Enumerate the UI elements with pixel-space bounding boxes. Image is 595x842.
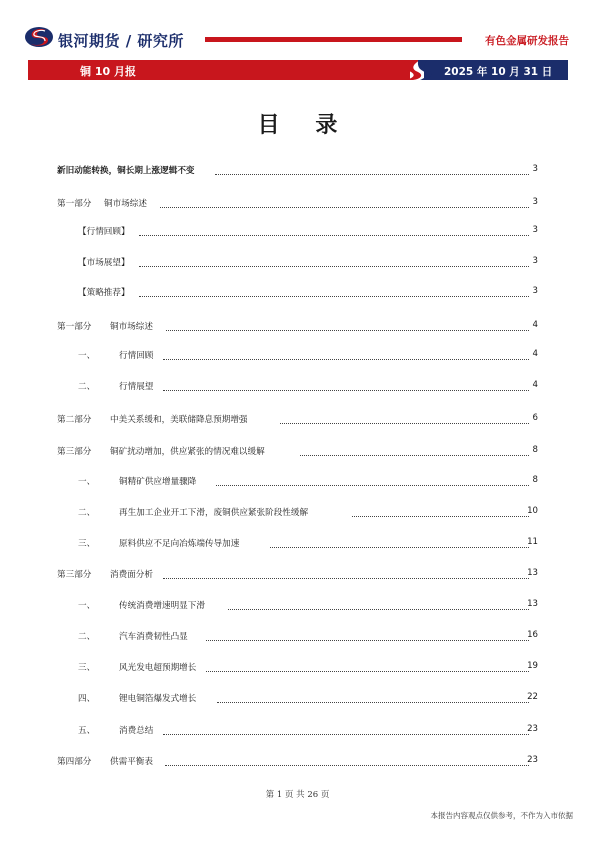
toc-entry-lead: 五、	[78, 726, 96, 736]
toc-page-number: 11	[527, 537, 538, 547]
disclaimer: 本报告内容观点仅供参考，不作为入市依据	[430, 811, 573, 820]
toc-leader-dots	[163, 733, 529, 735]
toc-entry-lead: 二、	[78, 382, 96, 392]
toc-leader-dots	[206, 670, 529, 672]
toc-entry-label: 【市场展望】	[78, 258, 130, 268]
toc-page-number: 23	[527, 724, 538, 734]
page-indicator: 第 1 页 共 26 页	[265, 790, 330, 800]
toc-entry-lead: 三、	[78, 663, 96, 673]
page-title: 目 录	[257, 113, 352, 138]
brand-name: 银河期货 / 研究所	[58, 32, 184, 50]
toc-entry-label: 行情展望	[119, 382, 154, 392]
toc-page-number: 3	[532, 256, 538, 266]
toc-leader-dots	[139, 265, 529, 267]
toc-page-number: 23	[527, 755, 538, 765]
toc-entry-label: 铜市场综述	[104, 199, 147, 209]
toc-entry-lead: 一、	[78, 351, 96, 361]
toc-entry-lead: 四、	[78, 694, 96, 704]
toc-leader-dots	[163, 577, 529, 579]
toc-page-number: 3	[532, 286, 538, 296]
toc-page-number: 13	[527, 599, 538, 609]
toc-page-number: 4	[532, 320, 538, 330]
toc-entry-label: 锂电铜箔爆发式增长	[119, 694, 197, 704]
toc-leader-dots	[215, 173, 529, 175]
toc-entry[interactable]	[0, 164, 595, 178]
toc-leader-dots	[166, 329, 529, 331]
toc-page-number: 3	[532, 164, 538, 174]
toc-leader-dots	[163, 358, 529, 360]
toc-entry-lead: 第三部分	[57, 570, 92, 580]
toc-entry-label: 消费总结	[119, 726, 154, 736]
toc-entry-lead: 一、	[78, 601, 96, 611]
galaxy-futures-logo-icon	[24, 26, 54, 48]
toc-entry[interactable]	[0, 445, 595, 459]
toc-page-number: 10	[527, 506, 538, 516]
toc-leader-dots	[352, 515, 529, 517]
toc-entry-lead: 第三部分	[57, 447, 92, 457]
toc-entry-lead: 一、	[78, 477, 96, 487]
toc-entry-label: 风光发电超预期增长	[119, 663, 197, 673]
toc-entry[interactable]	[0, 380, 595, 394]
toc-page-number: 3	[532, 197, 538, 207]
toc-page-number: 19	[527, 661, 538, 671]
toc-leader-dots	[139, 295, 529, 297]
toc-entry[interactable]	[0, 630, 595, 644]
toc-entry[interactable]	[0, 755, 595, 769]
toc-entry[interactable]	[0, 506, 595, 520]
toc-leader-dots	[139, 234, 529, 236]
toc-entry[interactable]	[0, 320, 595, 334]
toc-entry-lead: 第四部分	[57, 757, 92, 767]
toc-entry-label: 原料供应不足向冶炼端传导加速	[119, 539, 240, 549]
toc-entry-lead: 二、	[78, 508, 96, 518]
toc-entry[interactable]	[0, 568, 595, 582]
toc-entry-lead: 三、	[78, 539, 96, 549]
toc-page-number: 13	[527, 568, 538, 578]
toc-leader-dots	[165, 764, 529, 766]
toc-entry[interactable]	[0, 413, 595, 427]
toc-entry-lead: 二、	[78, 632, 96, 642]
toc-entry[interactable]	[0, 349, 595, 363]
report-type: 有色金属研发报告	[485, 35, 569, 47]
toc-page-number: 3	[532, 225, 538, 235]
toc-leader-dots	[280, 422, 529, 424]
header-red-rule	[205, 37, 462, 42]
toc-entry-label: 铜精矿供应增量骤降	[119, 477, 197, 487]
toc-entry-label: 中美关系缓和，美联储降息预期增强	[110, 415, 248, 425]
toc-leader-dots	[216, 484, 529, 486]
toc-entry-label: 汽车消费韧性凸显	[119, 632, 188, 642]
toc-page-number: 4	[532, 349, 538, 359]
toc-entry-lead: 第一部分	[57, 322, 92, 332]
toc-entry[interactable]	[0, 692, 595, 706]
toc-entry-lead: 第二部分	[57, 415, 92, 425]
toc-entry-label: 传统消费增速明显下滑	[119, 601, 205, 611]
toc-entry-label: 再生加工企业开工下滑，废铜供应紧张阶段性缓解	[119, 508, 309, 518]
toc-leader-dots	[217, 701, 529, 703]
toc-page-number: 16	[527, 630, 538, 640]
toc-page-number: 4	[532, 380, 538, 390]
toc-page-number: 6	[532, 413, 538, 423]
toc-entry[interactable]	[0, 724, 595, 738]
toc-page-number: 8	[532, 445, 538, 455]
toc-entry-label: 铜市场综述	[110, 322, 153, 332]
toc-entry-label: 消费面分析	[110, 570, 153, 580]
toc-entry[interactable]	[0, 537, 595, 551]
toc-leader-dots	[228, 608, 529, 610]
toc-entry[interactable]	[0, 286, 595, 300]
toc-leader-dots	[163, 389, 529, 391]
toc-entry[interactable]	[0, 256, 595, 270]
toc-page-number: 22	[527, 692, 538, 702]
report-banner	[28, 60, 568, 80]
toc-entry-label: 供需平衡表	[110, 757, 153, 767]
toc-leader-dots	[300, 454, 529, 456]
report-date: 2025 年 10 月 31 日	[444, 66, 553, 78]
toc-leader-dots	[160, 206, 529, 208]
toc-entry[interactable]	[0, 475, 595, 489]
toc-entry-label: 铜矿扰动增加，供应紧张的情况难以缓解	[110, 447, 265, 457]
toc-entry-label: 新旧动能转换，铜长期上涨逻辑不变	[57, 166, 195, 176]
toc-page-number: 8	[532, 475, 538, 485]
toc-entry[interactable]	[0, 197, 595, 211]
toc-entry-label: 行情回顾	[119, 351, 154, 361]
toc-entry[interactable]	[0, 225, 595, 239]
toc-entry[interactable]	[0, 661, 595, 675]
toc-leader-dots	[270, 546, 529, 548]
toc-entry-label: 【策略推荐】	[78, 288, 130, 298]
toc-entry-label: 【行情回顾】	[78, 227, 130, 237]
report-name: 铜 10 月报	[80, 65, 136, 78]
toc-entry-lead: 第一部分	[57, 199, 92, 209]
toc-entry[interactable]	[0, 599, 595, 613]
toc-leader-dots	[206, 639, 529, 641]
